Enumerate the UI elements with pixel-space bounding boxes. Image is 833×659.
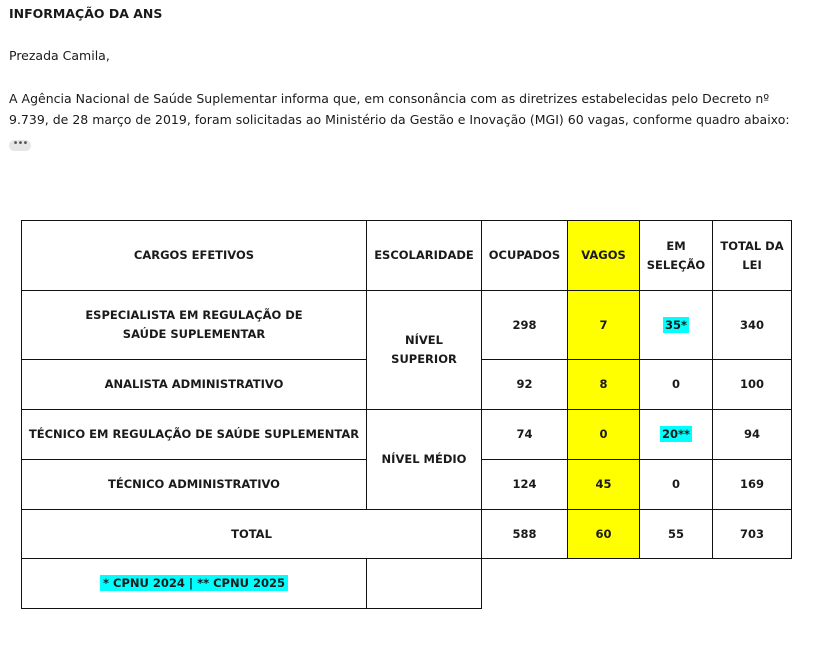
cargo-cell: ESPECIALISTA EM REGULAÇÃO DE SAÚDE SUPLEMENTAR: [22, 291, 367, 360]
total-lei-cell: 703: [713, 510, 792, 559]
greeting-text: Prezada Camila,: [9, 48, 110, 63]
vagos-cell: 7: [568, 291, 640, 360]
em-selecao-highlight: 20**: [661, 427, 691, 441]
total-em-selecao-cell: 55: [640, 510, 713, 559]
header-em-selecao: EM SELEÇÃO: [640, 221, 713, 291]
ocupados-cell: 92: [482, 360, 568, 410]
header-vagos: VAGOS: [568, 221, 640, 291]
total-lei-cell: 94: [713, 410, 792, 460]
ocupados-cell: 74: [482, 410, 568, 460]
message-body: A Agência Nacional de Saúde Suplementar informa que, em consonância com as diretrizes estabelecidas pelo Decreto nº 9.739, de 28 março de 2019, foram solicitadas ao Ministério da Gestão e Inovação (MGI) 60 vagas, conforme quadro abaixo:: [9, 91, 790, 127]
blank-area: [482, 559, 792, 609]
total-lei-cell: 100: [713, 360, 792, 410]
footnote-empty-cell: [367, 559, 482, 609]
vagos-cell: 8: [568, 360, 640, 410]
header-ocupados: OCUPADOS: [482, 221, 568, 291]
escolaridade-cell: NÍVEL MÉDIO: [367, 410, 482, 510]
total-lei-cell: 340: [713, 291, 792, 360]
footnote-row: [22, 559, 792, 609]
table-row: [22, 410, 792, 460]
cargo-cell: ANALISTA ADMINISTRATIVO: [22, 360, 367, 410]
em-selecao-cell: 0: [640, 360, 713, 410]
footnote-cell: [22, 559, 367, 609]
ocupados-cell: 124: [482, 460, 568, 510]
page-heading: INFORMAÇÃO DA ANS: [9, 6, 163, 21]
total-vagos-cell: 60: [568, 510, 640, 559]
escolaridade-cell: NÍVEL SUPERIOR: [367, 291, 482, 410]
em-selecao-cell: [640, 410, 713, 460]
cargo-cell: TÉCNICO ADMINISTRATIVO: [22, 460, 367, 510]
header-cargos: CARGOS EFETIVOS: [22, 221, 367, 291]
total-label-cell: TOTAL: [22, 510, 482, 559]
total-ocupados-cell: 588: [482, 510, 568, 559]
table-row: [22, 291, 792, 360]
show-trimmed-content-button[interactable]: •••: [9, 140, 31, 151]
table-header-row: [22, 221, 792, 291]
cargo-cell: TÉCNICO EM REGULAÇÃO DE SAÚDE SUPLEMENTAR: [22, 410, 367, 460]
total-lei-cell: 169: [713, 460, 792, 510]
em-selecao-cell: [640, 291, 713, 360]
vagos-cell: 0: [568, 410, 640, 460]
total-row: [22, 510, 792, 559]
em-selecao-highlight: 35*: [664, 317, 688, 332]
footnote-text: * CPNU 2024 | ** CPNU 2025: [100, 575, 288, 591]
vagos-cell: 45: [568, 460, 640, 510]
ocupados-cell: 298: [482, 291, 568, 360]
em-selecao-cell: 0: [640, 460, 713, 510]
header-total-lei: TOTAL DA LEI: [713, 221, 792, 291]
header-escolaridade: ESCOLARIDADE: [367, 221, 482, 291]
vacancy-table: [21, 220, 792, 609]
